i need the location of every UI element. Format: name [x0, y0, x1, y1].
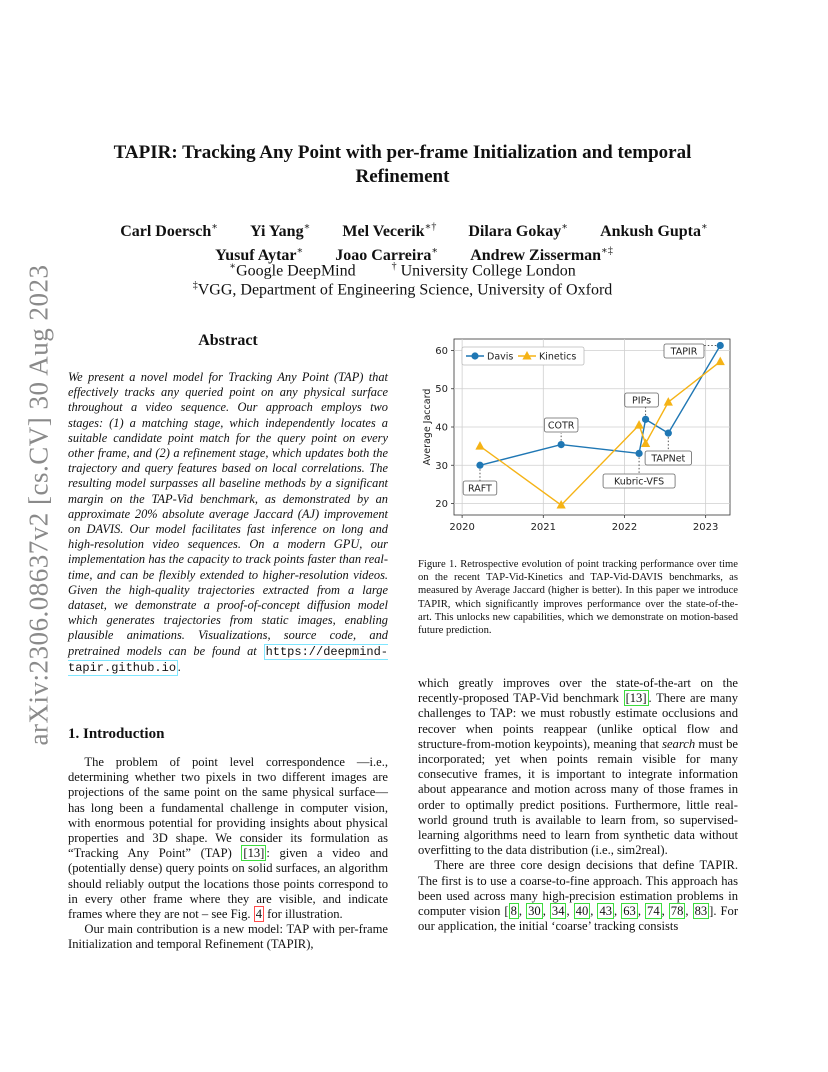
- author: Yusuf Aytar∗: [215, 245, 304, 264]
- annotation-label: TAPIR: [670, 346, 698, 358]
- data-point-davis: [635, 450, 642, 457]
- author: Ankush Gupta∗: [600, 222, 708, 241]
- body-paragraph: There are three core design decisions that define TAPIR. The first is to use a coarse-to-fine approach. This approach has been used across many high-precision estimation problems in computer vision [ 8 , 30 , 34 , 40 , 43 , 63 , 74 , 78 , 83 ]. For our application, the initial ‘coarse’ tracking consists: [418, 858, 739, 934]
- chart-svg: [418, 333, 740, 540]
- project-url-link[interactable]: https://deepmind-tapir.github.io: [68, 644, 388, 675]
- data-point-davis: [642, 416, 649, 423]
- citation-link[interactable]: [13]: [243, 846, 265, 861]
- annotation-label: COTR: [547, 420, 575, 432]
- intro-paragraph: Our main contribution is a new model: TAP with per-frame Initialization and temporal Refinement (TAPIR),: [68, 922, 388, 952]
- legend-label-kinetics: Kinetics: [539, 351, 577, 363]
- abstract-heading: Abstract: [198, 332, 258, 349]
- body-paragraph: which greatly improves over the state-of-the-art on the recently-proposed TAP-Vid benchmark [13] . There are many challenges to TAP: we must robustly estimate occlusions and recover when points reappear (unlike optical flow and structure-from-motion keypoints), meaning that search must be incorporated; yet when points remain visible for many consecutive frames, it is important to integrate information about appearance and motion across many of those frames in order to optimally predict positions. Furthermore, little real-world ground truth is available to learn from, so supervised-learning algorithms need to learn from synthetic data without overfitting to the data distribution (i.e., sim2real).: [418, 676, 738, 858]
- y-tick-label: 40: [435, 422, 448, 434]
- y-axis-label: Average Jaccard: [422, 388, 433, 466]
- figure-ref-link[interactable]: 4: [255, 907, 262, 922]
- intro-text: [68, 755, 388, 953]
- x-tick-label: 2023: [692, 522, 719, 533]
- legend-label-davis: Davis: [487, 351, 514, 363]
- data-point-davis: [665, 430, 672, 437]
- citation-link[interactable]: 74: [647, 904, 660, 919]
- title-line-2: Refinement: [355, 166, 450, 187]
- data-point-davis: [476, 462, 483, 469]
- annotation-label: Kubric-VFS: [613, 476, 665, 488]
- data-point-davis: [717, 342, 724, 349]
- author-row-1: [60, 218, 768, 241]
- citation-link[interactable]: 83: [694, 904, 708, 919]
- figure-1-caption: Figure 1. Retrospective evolution of point tracking performance over time on the recent TAP-Vid-Kinetics and TAP-Vid-DAVIS benchmarks, as measured by Average Jaccard (higher is better). In this paper we introduce TAPIR, which significantly improves performance over the state-of-the-art. This unlocks new capabilities, which we demonstrate on motion-based future prediction.: [418, 559, 738, 637]
- citation-link[interactable]: 34: [551, 904, 565, 919]
- author: Andrew Zisserman∗‡: [470, 245, 613, 264]
- y-tick-label: 20: [435, 499, 448, 511]
- citation-link[interactable]: [13]: [625, 691, 647, 706]
- author: Dilara Gokay∗: [468, 222, 569, 241]
- citation-link[interactable]: 40: [575, 904, 589, 919]
- author: Yi Yang∗: [250, 222, 311, 241]
- citation-link[interactable]: 43: [599, 904, 613, 919]
- x-tick-label: 2021: [530, 522, 557, 533]
- author: Mel Vecerik∗†: [342, 222, 437, 241]
- affiliation-line-1: ∗Google DeepMind † University College London: [229, 261, 576, 280]
- y-tick-label: 30: [435, 460, 448, 472]
- citation-link[interactable]: 78: [670, 904, 684, 919]
- y-tick-label: 60: [435, 345, 448, 357]
- data-point-davis: [558, 441, 565, 448]
- author: Carl Doersch∗: [120, 222, 219, 241]
- intro-paragraph: The problem of point level correspondence —i.e., determining whether two pixels in two different images are projections of the same point on the same physical surface—has long been a fundamental challenge in computer vision, with enormous potential for providing insights about physical properties and 3D shape. We consider its formulation as “Tracking Any Point” (TAP) [13] : given a video and (potentially dense) query points on solid surfaces, an algorithm should reliably output the locations those points correspond to in every other frame where they are visible, and indicate frames where they are not – see Fig. 4 for illustration.: [68, 755, 389, 922]
- y-tick-label: 50: [435, 384, 448, 396]
- legend-marker-davis: [471, 352, 478, 359]
- author: Joao Carreira∗: [335, 245, 439, 264]
- x-tick-label: 2020: [449, 522, 475, 533]
- right-column-text: [418, 676, 738, 934]
- abstract-text: We present a novel model for Tracking Any Point (TAP) that effectively tracks any queried point on any physical surface throughout a video sequence. Our approach employs two stages: (1) a matching stage, which independently locates a suitable candidate point match for the query point on every other frame, and (2) a refinement stage, which updates both the trajectory and query features based on local correlations. The resulting model surpasses all baseline methods by a significant margin on the TAP-Vid benchmark, as demonstrated by an approximate 20% absolute average Jaccard (AJ) improvement on DAVIS. Our model facilitates fast inference on long and high-resolution video sequences. On a modern GPU, our implementation has the capacity to track points faster than real-time, and can be flexibly extended to higher-resolution videos. Given the high-quality trajectories extracted from a large dataset, we demonstrate a proof-of-concept diffusion model which generates trajectories from static images, enabling plausible animations. Visualizations, source code, and pretrained models can be found at https://deepmind-tapir.github.io .: [68, 370, 388, 675]
- citation-link[interactable]: 8: [510, 904, 517, 919]
- annotation-label: PIPs: [632, 395, 652, 407]
- paper-title: [60, 141, 745, 189]
- annotation-label: RAFT: [468, 483, 492, 495]
- annotation-label: TAPNet: [651, 453, 686, 465]
- citation-link[interactable]: 63: [623, 904, 636, 919]
- title-line-1: TAPIR: Tracking Any Point with per-frame Initialization and temporal: [113, 142, 692, 163]
- figure-1-chart: [418, 333, 740, 540]
- citation-link[interactable]: 30: [528, 904, 541, 919]
- section-heading-introduction: 1. Introduction: [68, 726, 165, 742]
- affiliation-line-2: ‡VGG, Department of Engineering Science, University of Oxford: [192, 280, 613, 299]
- x-tick-label: 2022: [611, 522, 638, 533]
- arxiv-sidebar: [16, 264, 62, 746]
- arxiv-id: arXiv:2306.08637v2 [cs.CV] 30 Aug 2023: [23, 264, 54, 746]
